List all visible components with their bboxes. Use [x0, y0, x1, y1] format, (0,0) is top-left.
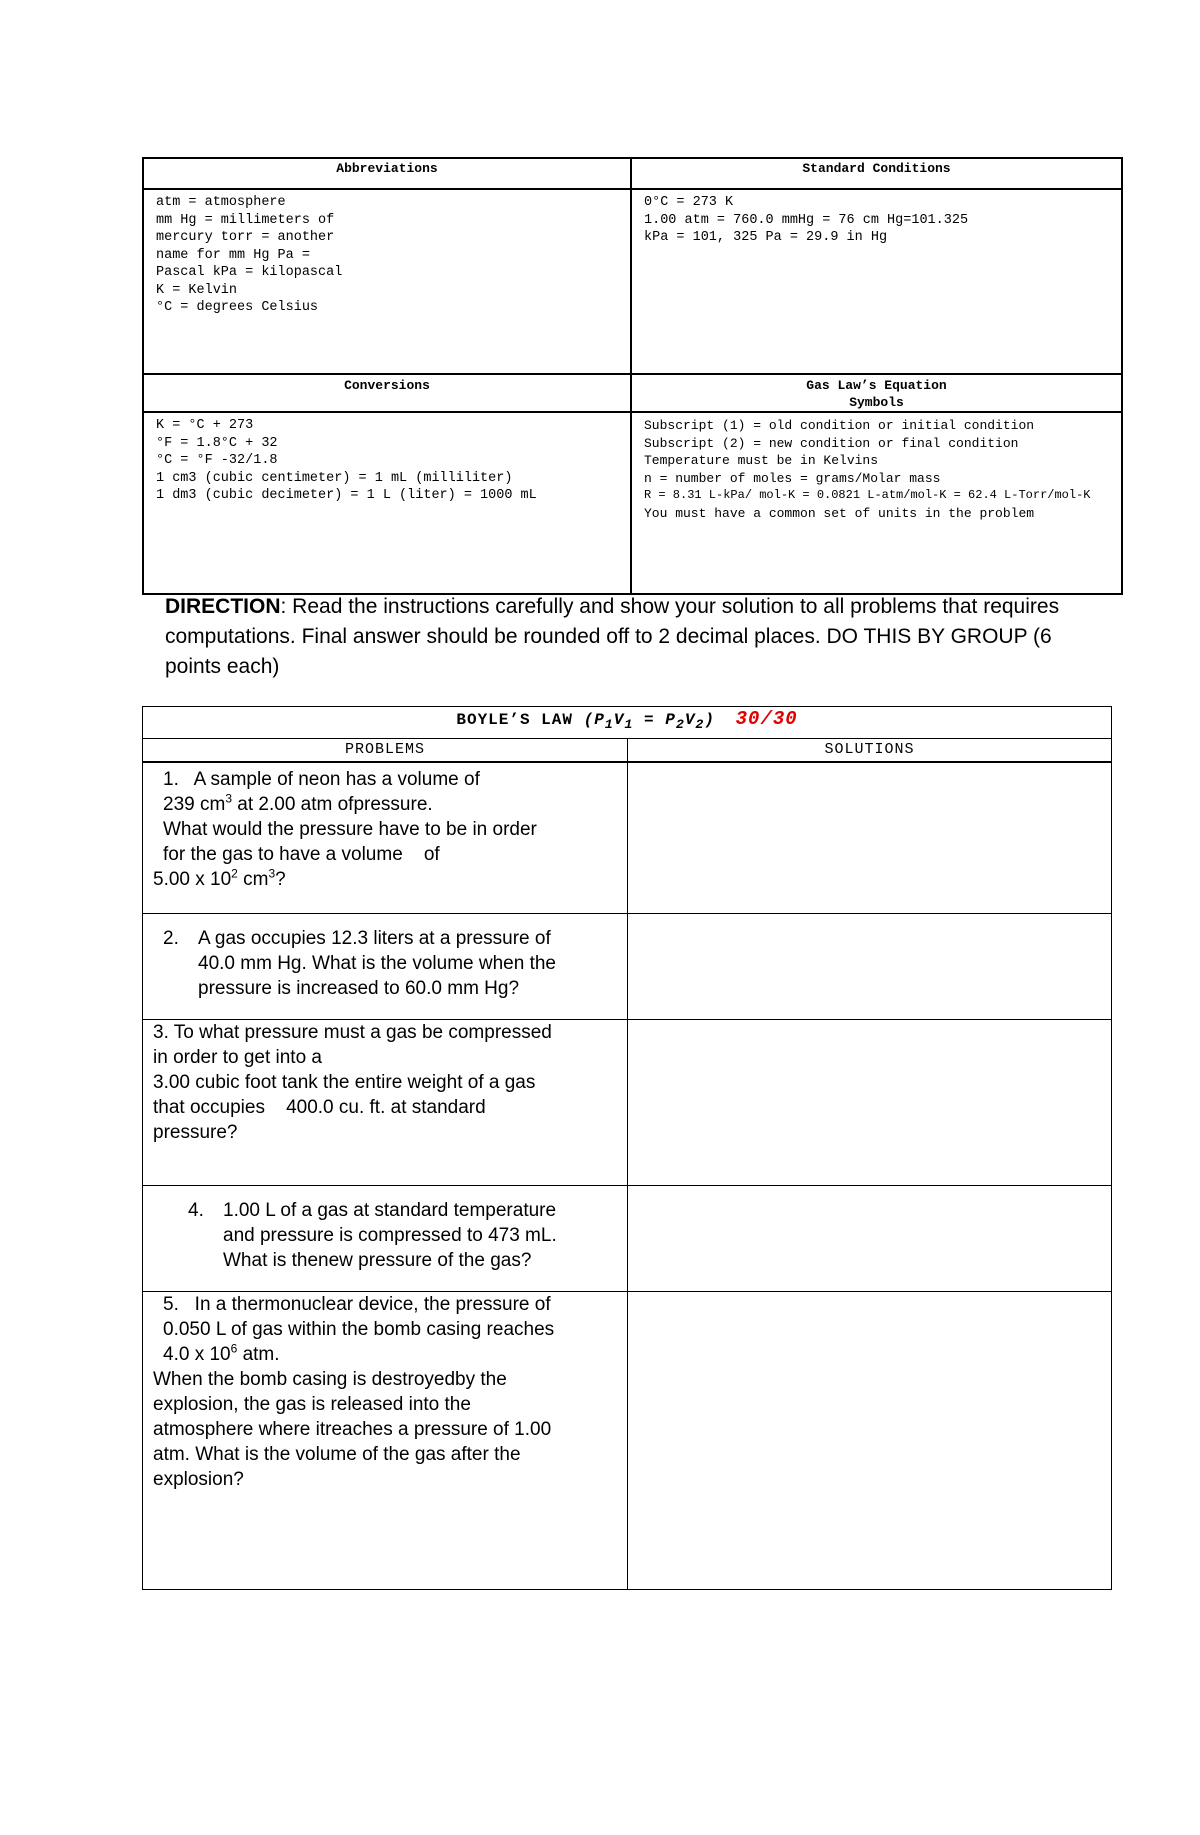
- problem-line: explosion, the gas is released into the: [153, 1394, 471, 1416]
- gas-law-header-line2: Symbols: [849, 395, 904, 410]
- problems-column-header: PROBLEMS: [143, 739, 628, 763]
- abbreviation-line: atm = atmosphere: [156, 195, 286, 210]
- problem-line: 239 $cm^3$ at 2.00 atm ofpressure.: [163, 791, 433, 816]
- gas-law-symbols-header: [631, 374, 1122, 412]
- standard-condition-line: 0°C = 273 K: [644, 195, 734, 210]
- problem-line: 0.050 L of gas within the bomb casing reaches: [163, 1319, 555, 1341]
- direction-paragraph: [165, 592, 1100, 682]
- standard-condition-line: kPa = 101, 325 Pa = 29.9 in Hg: [644, 230, 888, 245]
- symbol-line: R = 8.31 L-kPa/ mol-K = 0.0821 L-atm/mol-K = 62.4 L-Torr/mol-K: [644, 488, 1091, 502]
- problem-line: for the gas to have a volume of: [163, 844, 440, 866]
- abbreviations-header: Abbreviations: [143, 158, 631, 189]
- problem-line: pressure?: [153, 1122, 238, 1144]
- conversion-line: 1 dm3 (cubic decimeter) = 1 L (liter) = 1000 mL: [156, 488, 537, 503]
- problem-line: 1.00 L of a gas at standard temperature: [223, 1200, 557, 1222]
- abbreviation-line: mm Hg = millimeters of: [156, 212, 335, 228]
- abbreviation-line: °C = degrees Celsius: [156, 300, 319, 315]
- problem-line: 3. To what pressure must a gas be compressed: [153, 1022, 552, 1044]
- standard-conditions-cell: [631, 189, 1122, 374]
- problem-line: 5.00 x $10^2$ $cm^3$?: [153, 866, 286, 891]
- conversions-header: [143, 374, 631, 412]
- standard-condition-line: 1.00 atm = 760.0 mmHg = 76 cm Hg=101.325: [644, 212, 969, 228]
- problem-line: 4.0 x $10^6$ atm.: [163, 1341, 280, 1366]
- solution-cell-1[interactable]: [628, 762, 1112, 914]
- conversion-line: 1 cm3 (cubic centimeter) = 1 mL (milliliter): [156, 470, 513, 486]
- problem-line: A gas occupies 12.3 liters at a pressure of: [198, 928, 551, 950]
- problem-line: and pressure is compressed to 473 mL.: [223, 1225, 557, 1247]
- conversion-line: K = °C + 273: [156, 418, 254, 433]
- problem-line: 1. A sample of neon has a volume of: [163, 769, 480, 791]
- gas-law-header-line1: Gas Law’s Equation: [806, 378, 947, 393]
- abbreviation-line: Pascal kPa = kilopascal: [156, 265, 343, 280]
- problem-line: explosion?: [153, 1469, 244, 1491]
- problem-4: [143, 1186, 628, 1292]
- problem-3: [143, 1020, 628, 1186]
- conversions-header-text: Conversions: [344, 378, 430, 393]
- abbreviation-line: name for mm Hg Pa =: [156, 247, 310, 263]
- solutions-column-header: SOLUTIONS: [628, 739, 1112, 763]
- reference-table: [142, 157, 1123, 595]
- conversion-line: °C = °F -32/1.8: [156, 453, 278, 468]
- conversions-cell: [143, 412, 631, 594]
- problem-line: atmosphere where itreaches a pressure of 1.00: [153, 1419, 552, 1441]
- problem-line: pressure is increased to 60.0 mm Hg?: [198, 978, 520, 1000]
- boyles-law-title: [143, 707, 1112, 739]
- problem-line: 40.0 mm Hg. What is the volume when the: [198, 953, 556, 975]
- solution-cell-2[interactable]: [628, 914, 1112, 1020]
- problem-line: What is thenew pressure of the gas?: [223, 1250, 532, 1272]
- problem-line: What would the pressure have to be in order: [163, 819, 537, 841]
- symbol-line: Subscript (2) = new condition or final condition: [644, 435, 1019, 451]
- problem-line: 3.00 cubic foot tank the entire weight of a gas: [153, 1072, 536, 1094]
- conversion-line: °F = 1.8°C + 32: [156, 435, 278, 451]
- problem-number: 4.: [188, 1200, 204, 1222]
- problem-line: atm. What is the volume of the gas after the: [153, 1444, 521, 1466]
- problem-number: 2.: [163, 928, 179, 950]
- problem-2: [143, 914, 628, 1020]
- direction-text: : Read the instructions carefully and show your solution to all problems that requires computations. Final answer should be rounded off to 2 decimal places. DO THIS BY GROUP (6 points each): [165, 595, 1060, 678]
- solution-cell-4[interactable]: [628, 1186, 1112, 1292]
- problem-line: in order to get into a: [153, 1047, 322, 1069]
- gas-law-symbols-cell: [631, 412, 1122, 594]
- boyles-law-equation: $(P_1V_1 = P_2V_2)$: [583, 711, 716, 734]
- solution-cell-5[interactable]: [628, 1292, 1112, 1590]
- boyles-law-table: [142, 706, 1112, 1590]
- problem-1: [143, 762, 628, 914]
- direction-label: DIRECTION: [165, 595, 281, 618]
- symbol-line: Temperature must be in Kelvins: [644, 453, 879, 468]
- score-mark: 30/30: [735, 708, 798, 730]
- symbol-line: You must have a common set of units in the problem: [644, 505, 1035, 521]
- standard-conditions-header: Standard Conditions: [631, 158, 1122, 189]
- symbol-line: Subscript (1) = old condition or initial condition: [644, 418, 1035, 433]
- abbreviation-line: K = Kelvin: [156, 282, 238, 298]
- solution-cell-3[interactable]: [628, 1020, 1112, 1186]
- problem-line: that occupies 400.0 cu. ft. at standard: [153, 1097, 486, 1119]
- problem-line: 5. In a thermonuclear device, the pressure of: [163, 1294, 551, 1316]
- problem-5: [143, 1292, 628, 1590]
- abbreviation-line: mercury torr = another: [156, 230, 335, 245]
- boyles-law-title-text: BOYLE’S LAW: [456, 711, 573, 729]
- problem-line: When the bomb casing is destroyedby the: [153, 1369, 507, 1391]
- abbreviations-cell: [143, 189, 631, 374]
- symbol-line: n = number of moles = grams/Molar mass: [644, 470, 941, 486]
